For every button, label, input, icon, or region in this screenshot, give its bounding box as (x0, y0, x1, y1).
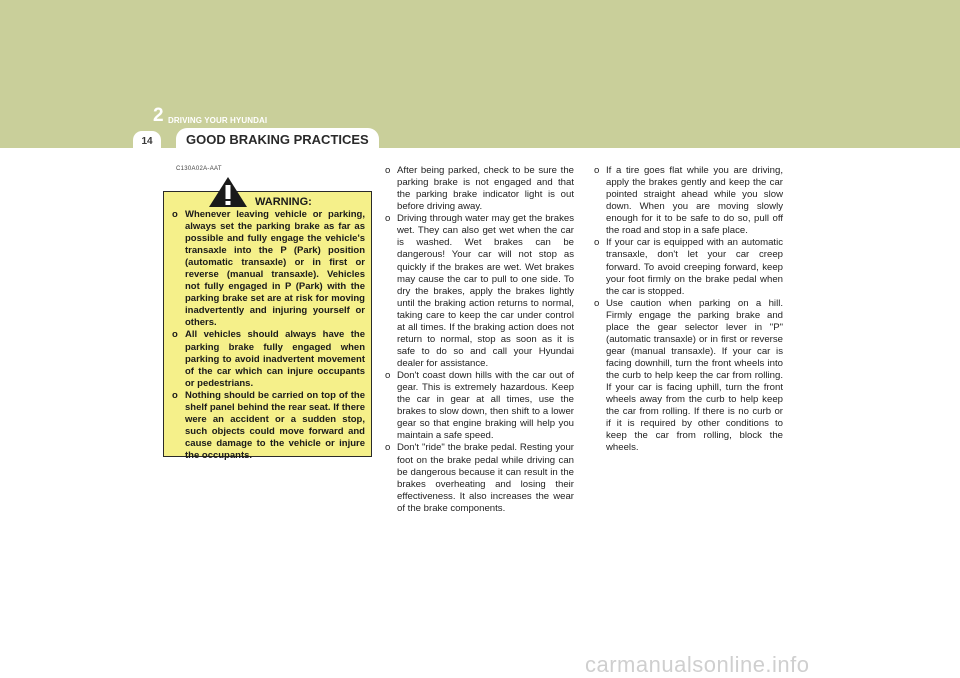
reference-code: C130A02A-AAT (176, 166, 222, 172)
warning-heading: WARNING: (255, 196, 312, 208)
warning-item-text: Nothing should be carried on top of the shelf panel behind the rear seat. If there were an accident or a sudden stop, such objects could move forward and cause damage to the vehicle or injure the occupants. (185, 389, 365, 461)
section-title: GOOD BRAKING PRACTICES (186, 132, 369, 147)
warning-item (172, 209, 365, 329)
bullet: o (385, 370, 391, 382)
right-column-list (594, 165, 783, 455)
exclamation-triangle-icon (208, 176, 248, 208)
chapter-number: 2 (153, 105, 164, 126)
watermark[interactable]: carmanualsonline.info (585, 652, 810, 677)
warning-item-text: Whenever leaving vehicle or parking, always set the parking brake as far as possible and fully engage the vehicle's transaxle into the P (Park) position (automatic transaxle) or in first or reverse (manual transaxle). Vehicles not fully engaged in P (Park) with the parking brake set are at risk for moving inadvertently and injuring yourself or others. (185, 209, 365, 329)
list-item (594, 165, 783, 237)
middle-column-list (385, 165, 574, 515)
bullet: o (385, 213, 391, 225)
list-item-text: If a tire goes flat while you are driving, apply the brakes gently and keep the car pointed straight ahead while you slow down. When you are moving slowly enough for it to be safe to do so, pull off the road and stop in a safe place. (606, 165, 783, 237)
bullet: o (594, 297, 600, 309)
list-item (594, 237, 783, 297)
warning-item (172, 390, 365, 462)
list-item-text: After being parked, check to be sure the parking brake is not engaged and that the parking brake indicator light is out before driving away. (397, 165, 574, 213)
bullet: o (385, 442, 391, 454)
page-number: 14 (141, 136, 153, 147)
chapter-title: DRIVING YOUR HYUNDAI (168, 116, 268, 125)
bullet: o (385, 165, 391, 176)
list-item-text: Use caution when parking on a hill. Firmly engage the parking brake and place the gear selector lever in "P" (automatic transaxle) or in first or reverse gear (manual transaxle). If your car is facing downhill, turn the front wheels into the curb to help keep the car from rolling. If your car is facing uphill, turn the front wheels away from the curb to help keep the car from rolling. If there is no curb or if it is required by other conditions to keep the car from rolling, block the wheels. (606, 297, 783, 454)
list-item (385, 442, 574, 514)
bullet: o (594, 237, 600, 249)
bullet: o (172, 389, 178, 401)
bullet: o (172, 209, 178, 220)
list-item (385, 370, 574, 442)
header-band (0, 0, 960, 148)
warning-list (172, 209, 365, 462)
list-item (594, 298, 783, 455)
warning-item (172, 329, 365, 389)
bullet: o (594, 165, 600, 176)
list-item (385, 165, 574, 213)
list-item-text: Driving through water may get the brakes wet. They can also get wet when the car is washed. Wet brakes can be dangerous! Your car will not stop as quickly if the brakes are wet. Wet brakes may cause the car to pull to one side. To dry the brakes, apply the brakes lightly until the braking action returns to normal, taking care to keep the car under control at all times. If the braking action does not return to normal, stop as soon as it is safe to do so and call your Hyundai dealer for assistance. (397, 213, 574, 369)
list-item (385, 213, 574, 370)
list-item-text: If your car is equipped with an automatic transaxle, don't let your car creep forward. To avoid creeping forward, keep your foot firmly on the brake pedal when the car is stopped. (606, 237, 783, 297)
bullet: o (172, 329, 178, 341)
warning-item-text: All vehicles should always have the parking brake fully engaged when parking to avoid inadvertent movement of the car which can injure occupants or pedestrians. (185, 329, 365, 389)
list-item-text: Don't "ride" the brake pedal. Resting your foot on the brake pedal while driving can be dangerous because it can result in the brakes overheating and losing their effectiveness. It also increases the wear of the brake components. (397, 442, 574, 514)
list-item-text: Don't coast down hills with the car out of gear. This is extremely hazardous. Keep the car in gear at all times, use the brakes to slow down, then shift to a lower gear so that engine braking will help you maintain a safe speed. (397, 370, 574, 442)
